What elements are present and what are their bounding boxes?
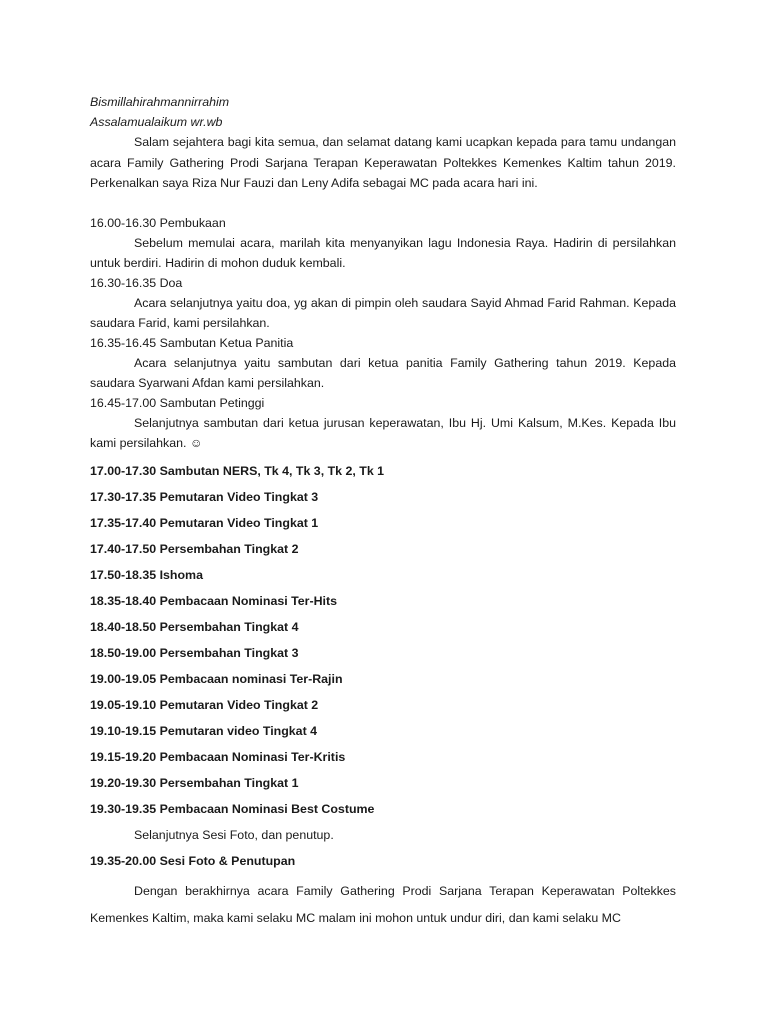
schedule-item: 19.00-19.05 Pembacaan nominasi Ter-Rajin (90, 671, 343, 686)
greeting-salam: Assalamualaikum wr.wb (90, 115, 223, 129)
schedule-item: 19.15-19.20 Pembacaan Nominasi Ter-Kritis (90, 749, 346, 764)
schedule-list (90, 458, 676, 822)
schedule-item: 17.30-17.35 Pemutaran Video Tingkat 3 (90, 489, 319, 504)
schedule-item: 17.50-18.35 Ishoma (90, 567, 203, 582)
closing-paragraph: Dengan berakhirnya acara Family Gathering Prodi Sarjana Terapan Keperawatan Poltekkes Kemenkes Kaltim, maka kami selaku MC malam ini mohon untuk undur diri, dan kami selaku MC (90, 883, 676, 925)
schedule-item: 19.10-19.15 Pemutaran video Tingkat 4 (90, 723, 318, 738)
section-sambutan-petinggi (90, 394, 676, 454)
schedule-item: 18.50-19.00 Persembahan Tingkat 3 (90, 645, 299, 660)
schedule-item: 18.35-18.40 Pembacaan Nominasi Ter-Hits (90, 593, 338, 608)
schedule-item: 17.40-17.50 Persembahan Tingkat 2 (90, 541, 299, 556)
section-heading: 16.35-16.45 Sambutan Ketua Panitia (90, 335, 294, 350)
greeting-basmalah: Bismillahirahmannirrahim (90, 95, 230, 109)
section-text: Selanjutnya sambutan dari ketua jurusan keperawatan, Ibu Hj. Umi Kalsum, M.Kes. Kepada Ibu kami persilahkan. ☺ (90, 415, 676, 450)
schedule-item: 19.30-19.35 Pembacaan Nominasi Best Costume (90, 801, 375, 816)
schedule-item: 17.00-17.30 Sambutan NERS, Tk 4, Tk 3, Tk 2, Tk 1 (90, 463, 385, 478)
section-doa (90, 274, 676, 334)
section-heading: 16.30-16.35 Doa (90, 275, 183, 290)
section-heading: 16.00-16.30 Pembukaan (90, 215, 226, 230)
schedule-item-final: 19.35-20.00 Sesi Foto & Penutupan (90, 853, 296, 868)
section-text: Sebelum memulai acara, marilah kita menyanyikan lagu Indonesia Raya. Hadirin di persilahkan untuk berdiri. Hadirin di mohon duduk kembali. (90, 235, 676, 270)
intro-paragraph: Salam sejahtera bagi kita semua, dan selamat datang kami ucapkan kepada para tamu undangan acara Family Gathering Prodi Sarjana Terapan Keperawatan Poltekkes Kemenkes Kaltim tahun 2019. Perkenalkan saya Riza Nur Fauzi dan Leny Adifa sebagai MC pada acara hari ini. (90, 135, 676, 190)
schedule-item: 19.05-19.10 Pemutaran Video Tingkat 2 (90, 697, 319, 712)
section-sambutan-ketua (90, 334, 676, 394)
schedule-item: 18.40-18.50 Persembahan Tingkat 4 (90, 619, 299, 634)
document-body (90, 92, 676, 932)
spacer (90, 194, 676, 214)
section-pembukaan (90, 214, 676, 274)
section-text: Acara selanjutnya yaitu doa, yg akan di pimpin oleh saudara Sayid Ahmad Farid Rahman. Kepada saudara Farid, kami persilahkan. (90, 295, 676, 330)
section-heading: 16.45-17.00 Sambutan Petinggi (90, 395, 265, 410)
schedule-item: 19.20-19.30 Persembahan Tingkat 1 (90, 775, 299, 790)
sesi-foto-note: Selanjutnya Sesi Foto, dan penutup. (134, 827, 334, 842)
section-text: Acara selanjutnya yaitu sambutan dari ketua panitia Family Gathering tahun 2019. Kepada saudara Syarwani Afdan kami persilahkan. (90, 355, 676, 390)
schedule-item: 17.35-17.40 Pemutaran Video Tingkat 1 (90, 515, 319, 530)
